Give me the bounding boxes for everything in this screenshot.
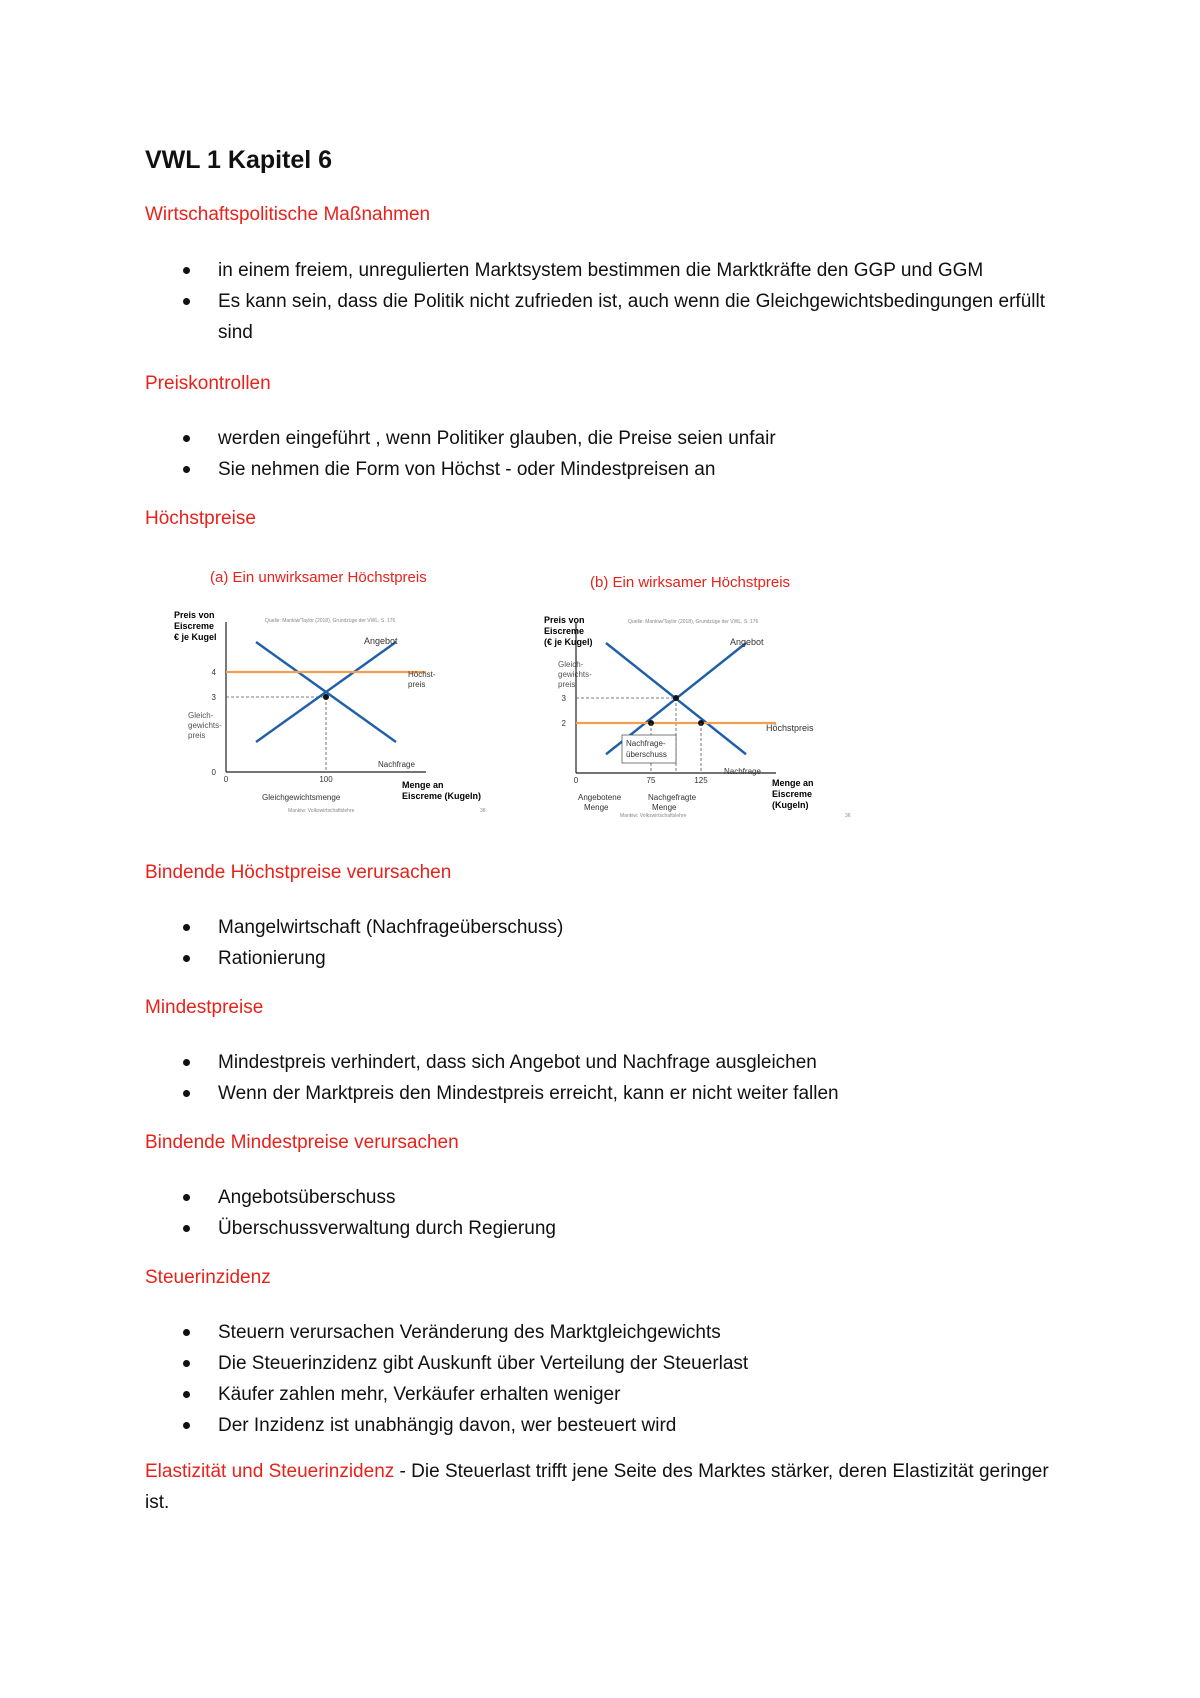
- figure-b-supply-label: Angebot: [730, 637, 764, 647]
- figure-a-source: Quelle: Mankiw/Taylor (2018), Grundzüge der VWL, S. 176: [265, 618, 396, 624]
- figure-a-demand-label: Nachfrage: [378, 760, 415, 769]
- heading-bindende-mindestpreise: Bindende Mindestpreise verursachen: [145, 1132, 459, 1153]
- heading-hoechstpreise: Höchstpreise: [145, 508, 256, 529]
- list-bindende-mindestpreise: [145, 1182, 1065, 1244]
- list-item: Rationierung: [145, 943, 1065, 974]
- equilibrium-point: [323, 694, 329, 700]
- y-tick-label: 2: [561, 719, 566, 728]
- figure-b: [540, 565, 870, 825]
- list-steuerinzidenz: [145, 1317, 1065, 1441]
- figure-b-shortage-label-2: überschuss: [626, 750, 667, 759]
- figure-a-ceiling-label-2: preis: [408, 680, 426, 689]
- figure-a-xlabel-1: Menge an: [402, 780, 444, 790]
- bullet-icon: [183, 267, 190, 274]
- figure-b-demand-label: Nachfrage: [724, 767, 761, 776]
- figure-a-page-num: 36: [480, 808, 486, 814]
- bullet-icon: [183, 1090, 190, 1097]
- list-bindende-hoechstpreise: [145, 912, 1065, 974]
- x-tick-label: 125: [694, 776, 708, 785]
- heading-steuerinzidenz: Steuerinzidenz: [145, 1267, 271, 1288]
- figure-a-eq-label-2: gewichts-: [188, 721, 222, 730]
- list-massnahmen: [145, 255, 1065, 348]
- figure-a-ylabel-1: Preis von: [174, 610, 215, 620]
- figure-a: [170, 560, 510, 820]
- elastizitaet-text: Die Steuerlast trifft jene Seite des Marktes stärker, deren Elastizität geringer ist.: [145, 1461, 1049, 1513]
- figure-a-eq-label-3: preis: [188, 731, 206, 740]
- figure-b-ylabel-2: Eiscreme: [544, 626, 585, 636]
- figure-a-ceiling-label-1: Höchst-: [408, 670, 436, 679]
- y-tick-label: 4: [211, 668, 216, 677]
- bullet-icon: [183, 1225, 190, 1232]
- elastizitaet-separator: -: [394, 1461, 412, 1482]
- list-item: Mangelwirtschaft (Nachfrageüberschuss): [145, 912, 1065, 943]
- x-tick-label: 75: [646, 776, 656, 785]
- figure-b-page-num: 36: [845, 813, 851, 819]
- bullet-icon: [183, 1422, 190, 1429]
- figure-b-shortage-label-1: Nachfrage-: [626, 739, 666, 748]
- figure-a-ylabel-2: Eiscreme: [174, 621, 215, 631]
- bullet-icon: [183, 924, 190, 931]
- figure-b-source: Quelle: Mankiw/Taylor (2018), Grundzüge der VWL, S. 176: [628, 619, 759, 625]
- list-item: Steuern verursachen Veränderung des Marktgleichgewichts: [145, 1317, 1065, 1348]
- heading-bindende-hoechstpreise: Bindende Höchstpreise verursachen: [145, 862, 452, 883]
- figure-a-footer: Mankiw: Volkswirtschaftslehre: [288, 808, 355, 814]
- list-item: Die Steuerinzidenz gibt Auskunft über Verteilung der Steuerlast: [145, 1348, 1065, 1379]
- bullet-icon: [183, 298, 190, 305]
- figure-b-xlabel-2: Eiscreme: [772, 789, 813, 799]
- bullet-icon: [183, 1360, 190, 1367]
- heading-massnahmen: Wirtschaftspolitische Maßnahmen: [145, 204, 431, 225]
- bullet-icon: [183, 435, 190, 442]
- equilibrium-point: [673, 695, 679, 701]
- figure-b-demanded-label-1: Nachgefragte: [648, 793, 697, 802]
- figure-b-footer: Mankiw: Volkswirtschaftslehre: [620, 813, 687, 819]
- figure-a-title: (a) Ein unwirksamer Höchstpreis: [210, 569, 427, 586]
- list-item: Käufer zahlen mehr, Verkäufer erhalten weniger: [145, 1379, 1065, 1410]
- figure-a-qty-label: Gleichgewichtsmenge: [262, 793, 341, 802]
- figure-b-eq-label-1: Gleich-: [558, 660, 584, 669]
- figure-b-title: (b) Ein wirksamer Höchstpreis: [590, 574, 791, 591]
- figure-a-supply-label: Angebot: [364, 636, 398, 646]
- y-tick-label: 0: [211, 768, 216, 777]
- list-item: Überschussverwaltung durch Regierung: [145, 1213, 1065, 1244]
- elastizitaet-paragraph: [145, 1456, 1065, 1518]
- figure-b-supplied-label-1: Angebotene: [578, 793, 622, 802]
- figure-b-supplied-label-2: Menge: [584, 803, 609, 812]
- y-tick-label: 3: [561, 694, 566, 703]
- list-mindestpreise: [145, 1047, 1065, 1109]
- figure-b-ceiling-label: Höchstpreis: [766, 723, 814, 733]
- x-tick-label: 100: [319, 775, 333, 784]
- list-item: Mindestpreis verhindert, dass sich Angebot und Nachfrage ausgleichen: [145, 1047, 1065, 1078]
- figure-b-ylabel-3: (€ je Kugel): [544, 637, 593, 647]
- list-item: in einem freiem, unregulierten Marktsystem bestimmen die Marktkräfte den GGP und GGM: [145, 255, 1065, 286]
- bullet-icon: [183, 1391, 190, 1398]
- figure-a-ylabel-3: € je Kugel: [174, 632, 217, 642]
- heading-mindestpreise: Mindestpreise: [145, 997, 264, 1018]
- x-tick-label: 0: [223, 775, 229, 784]
- list-item: Wenn der Marktpreis den Mindestpreis erreicht, kann er nicht weiter fallen: [145, 1078, 1065, 1109]
- heading-preiskontrollen: Preiskontrollen: [145, 373, 271, 394]
- list-item: Es kann sein, dass die Politik nicht zufrieden ist, auch wenn die Gleichgewichtsbedingungen erfüllt sind: [145, 286, 1065, 348]
- figure-b-xlabel-3: (Kugeln): [772, 800, 809, 810]
- figure-b-demanded-label-2: Menge: [652, 803, 677, 812]
- figure-a-xlabel-2: Eiscreme (Kugeln): [402, 791, 482, 801]
- list-item: werden eingeführt , wenn Politiker glauben, die Preise seien unfair: [145, 423, 1065, 454]
- list-item: Der Inzidenz ist unabhängig davon, wer besteuert wird: [145, 1410, 1065, 1441]
- list-item: Angebotsüberschuss: [145, 1182, 1065, 1213]
- bullet-icon: [183, 1329, 190, 1336]
- bullet-icon: [183, 466, 190, 473]
- figure-b-eq-label-2: gewichts-: [558, 670, 592, 679]
- figure-b-xlabel-1: Menge an: [772, 778, 814, 788]
- figure-b-eq-label-3: preis: [558, 680, 576, 689]
- bullet-icon: [183, 1059, 190, 1066]
- list-preiskontrollen: [145, 423, 1065, 485]
- figure-b-ylabel-1: Preis von: [544, 615, 585, 625]
- x-tick-label: 0: [573, 776, 579, 785]
- bullet-icon: [183, 1194, 190, 1201]
- bullet-icon: [183, 955, 190, 962]
- list-item: Sie nehmen die Form von Höchst - oder Mindestpreisen an: [145, 454, 1065, 485]
- heading-elastizitaet: Elastizität und Steuerinzidenz: [145, 1461, 395, 1482]
- document-title: VWL 1 Kapitel 6: [145, 146, 333, 174]
- figure-a-eq-label-1: Gleich-: [188, 711, 214, 720]
- y-tick-label: 3: [211, 693, 216, 702]
